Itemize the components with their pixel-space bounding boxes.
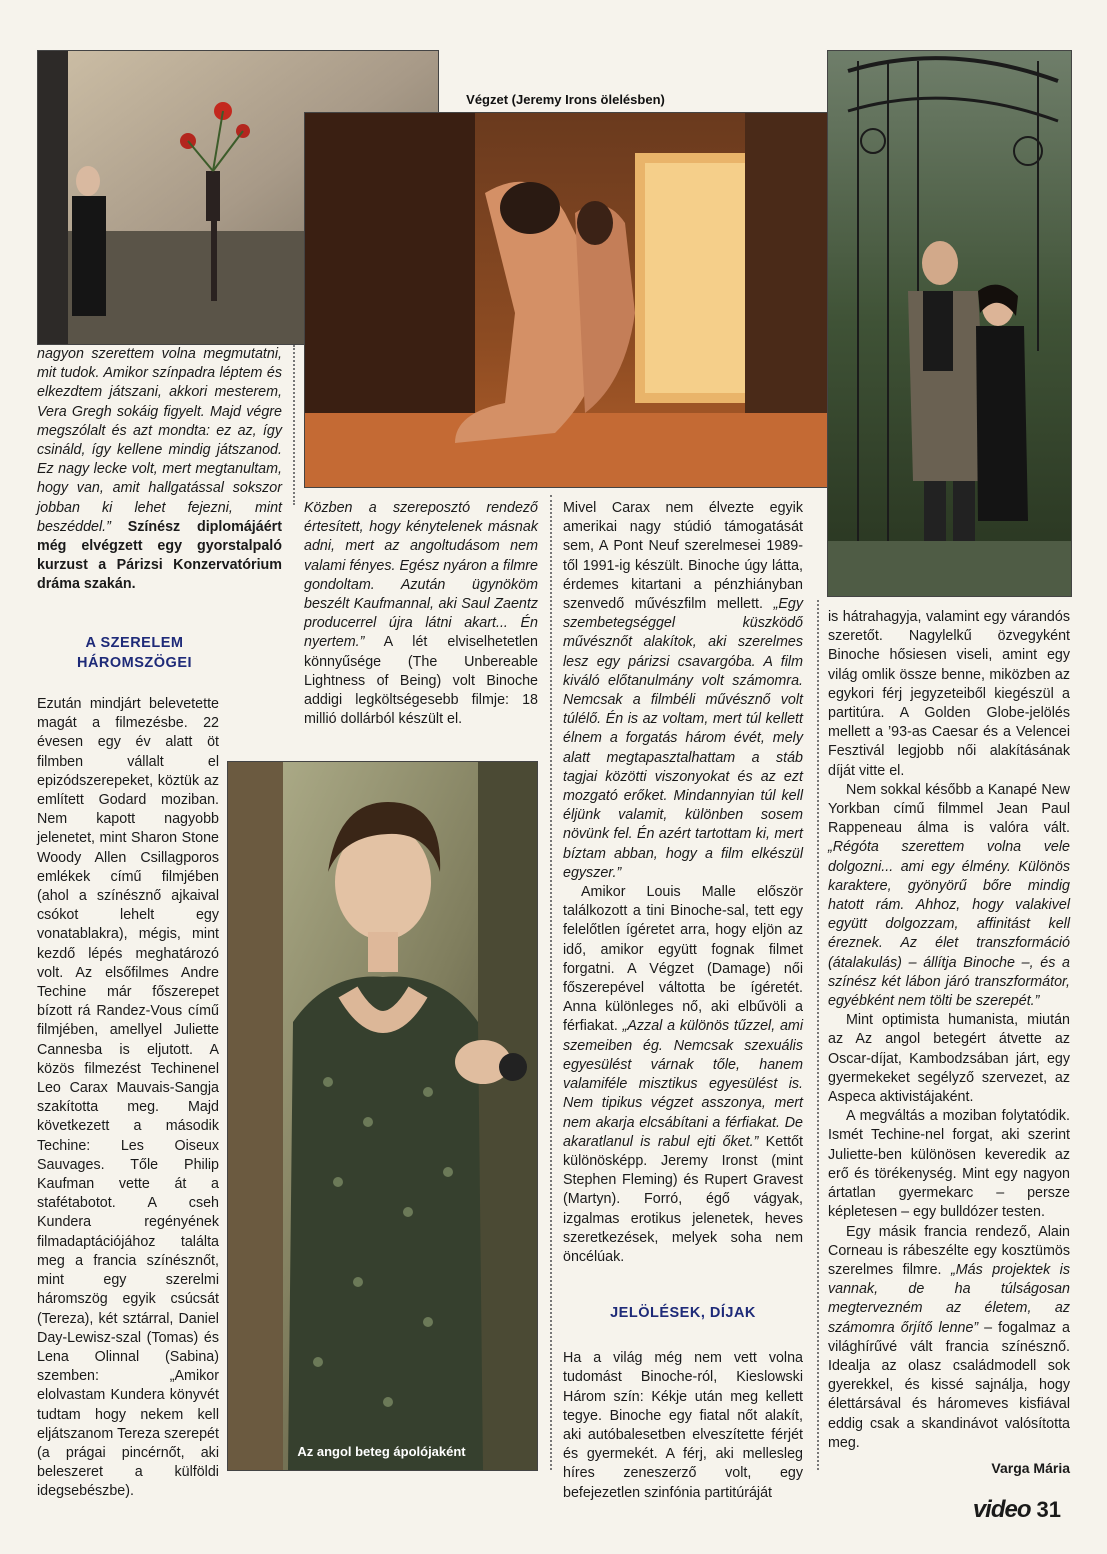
photo-damage-scene (304, 112, 829, 488)
author-byline: Varga Mária (991, 1459, 1070, 1476)
body-paragraph (828, 1223, 1070, 1453)
body-paragraph: Ezután mindjárt belevetette magát a filmezésbe. 22 évesen egy év alatt öt filmben vállalt el epizódszerepeket, köztük az említett Godard moziban. Nem kapott nagyobb jelenetet, mint Sharon Stone Woody Allen Csillagporos emlékek című filmjében (ahol a színésznő ajkaival csókot lehelt egy vonatablakra), mégis, mint kezdő lépés meghatározó volt. Az elsőfilmes Andre Techine már főszerepet bízott rá Randez-Vous című filmjében, amellyel Juliette Cannesba is eljutott. A közös filmezést Techinenel Leo Carax Mauvais-Sangja szakította meg. Majd következett a második Techine: Les Oiseux Sauvages. Tőle Philip Kaufman vette át a stafétabotot. A cseh Kundera regényének filmadaptációjához találta meg a francia színésznőt, mint egy szerelmi háromszög egyik csúcsát (Tereza), két sztárral, Daniel Day-Lewisz-szal (Tomas) és Lena Olinnal (Sabina) szemben: „Amikor elolvastam Kundera könyvét tudtam hogy nekem kell eljátszanom Tereza szerepét (a prágai pincérnőt, aki beleszeret a külföldi idegsebészbe). (37, 696, 219, 1500)
photo-garden-couple (827, 50, 1072, 597)
body-paragraph: Ha a világ még nem vett volna tudomást Binoche-ról, Kieslowski Három szín: Kékje után meg kellett tegye. Binoche egy fiatal nőt alakít, aki autóbalesetben elveszítette férjét és gyermekét. A férj, aki mellesleg híres zeneszerző volt, egy befejezetlen szinfónia partitúráját (563, 1350, 803, 1501)
page-folio (973, 1496, 1061, 1524)
body-text: – fogalmaz a világhírűvé vált francia színésznő. Idealja az olasz családmodell sok gyerekkel, és kissé sajnálja, hogy élettársával és háromeves kisfiával eddig csak a skandinávot valósította meg. (828, 1319, 1070, 1451)
body-paragraph (563, 499, 803, 883)
body-paragraph (304, 499, 538, 729)
column-divider (817, 600, 819, 1470)
body-paragraph (37, 345, 282, 595)
text-column-1-lower (37, 633, 219, 1502)
body-text: Mivel Carax nem élvezte egyik amerikai nagy stúdió támogatását sem, A Pont Neuf szerelmesei 1989-től 1991-ig készült. Binoche úgy látta, érdemes kitartani a pénzhiányban szenvedő művészfilm mellett. (563, 500, 803, 613)
quote-text: nagyon szerettem volna megmutatni, mit tudok. Amikor színpadra léptem és elkezdtem játszani, akkori mesterem, Vera Gregh sokáig figyelt. Majd végre megszólalt és azt mondta: ez az, így csináld, így kellene mindig játszanod. Ez nagy lecke volt, mert megtanultam, hogy van, amit hallgatással sokszor jobban ki lehet fejezni, mint beszéddel.” (37, 346, 282, 535)
text-column-4 (828, 608, 1070, 1478)
text-column-2 (304, 499, 538, 729)
section-heading-nominations: JELÖLÉSEK, DÍJAK (610, 1305, 756, 1322)
column-divider (550, 495, 552, 1470)
body-text: Kettőt különösképp. Jeremy Ironst (mint Stephen Fleming) és Rupert Gravest (Martyn). Forró, égő vágyak, izgalmas erotikus jelenetek, heves szeretkezések, melyek soha nem öncélúak. (563, 1133, 804, 1265)
page-number: 31 (1036, 1497, 1061, 1522)
quote-text: „Régóta szerettem volna vele dolgozni... ami egy élmény. Különös karaktere, gyönyörű bőre mindig hatott rám. Ahhoz, hogy valakivel együtt dolgozzam, affinitást kell éreznek. Az élet transzformáció (átalakulás) – állítja Binoche –, és a színész két lábon járó transzformátor, egyébként nem tölti be szerepét.” (828, 839, 1070, 1010)
body-paragraph: is hátrahagyja, valamint egy várandós szeretőt. Nagylelkű özvegyként Binoche hősiesen viseli, amint egy világ omlik össze benne, miközben az egykori férj jegyzeteiből kiegészül a partitúra. A Golden Globe-jelölés mellett a ’93-as Caesar és a Velencei Fesztivál legjobb női alakításának díját vitte el. (828, 609, 1070, 779)
text-column-3 (563, 499, 803, 1503)
quote-text: „Azzal a különös tűzzel, ami szemeiben ég. Nemcsak szexuális egyesülést várnak tőle, hanem valamiféle misztikus egyesülést is. Nem tipikus végzet asszonya, mert nem akarja elcsábítani a férfiakat. De akaratlanul is rabul ejti őket.” (563, 1018, 803, 1150)
emphasis-text: Színész diplomájáért még elvégzett egy gyorstalpaló kurzust a Párizsi Konzervatórium dráma szakán. (37, 518, 282, 593)
quote-text: Közben a szereposztó rendező értesített, hogy kénytelenek másnak adni, mert az angoltudásom nem valami fényes. Egész nyáron a filmre gondoltam. Azután ügynököm beszélt Kaufmannal, aki Saul Zaentz producerrel újra látni akart... Én nyertem.” (304, 500, 538, 651)
body-paragraph (563, 883, 803, 1267)
body-text: Nem sokkal később a Kanapé New Yorkban című filmmel Jean Paul Rappeneau álma is valóra vált. (828, 781, 1070, 837)
photo-english-patient-nurse (227, 761, 538, 1471)
quote-text: „Más projektek is vannak, de ha túlságosan megtervezném az életem, az számomra őrjítő lenne” (828, 1261, 1070, 1336)
quote-text: „Egy szembetegséggel küszködő művésznőt alakítok, aki szerelmes lesz egy párizsi csavargóba. A film kiváló előtanulmány volt számomra. Nemcsak a filmbéli művésznő volt túlélő. Én is az voltam, mert túl kellett élnem a forgatás három évét, mely alatt megtapasztalhattam a stáb tagjai közötti viszonyokat és az ezt mozgató erőket. Mindannyian túl kell éljünk valamit, különben sosem növünk fel. Én azért tartottam ki, mert bíztam abban, hogy a film elkészül egyszer.” (563, 596, 804, 881)
body-paragraph: Mint optimista humanista, miután az Az angol betegért átvette az Oscar-díjat, Kambodzsában járt, egy gyermekeket segélyző szervezet, az Aspeca aktivistájaként. (828, 1012, 1070, 1106)
body-paragraph (828, 781, 1070, 1011)
body-text: Amikor Louis Malle először találkozott a tini Binoche-sal, tett egy felelőtlen ígéretet arra, hogy eljön az idő, amikor együtt fognak filmet forgatni. A Végzet (Damage) női főszerepével váltotta be ígéretét. Anna különleges nő, aki elbűvöli a férfiakat. (563, 884, 803, 1035)
column-divider (293, 345, 295, 505)
body-text: Egy másik francia rendező, Alain Corneau is rábeszélte egy kosztümös szerelmes filmre. (828, 1223, 1070, 1278)
photo-caption-damage: Végzet (Jeremy Irons ölelésben) (466, 92, 665, 107)
body-paragraph: A megváltás a moziban folytatódik. Ismét Techine-nel forgat, aki szerint Juliette-ben különösen keveredik az erő és törékenység. Mint egy nagyon ártatlan gyermekarc – persze képletesen – egy bulldózer testen. (828, 1108, 1070, 1221)
text-column-1 (37, 345, 282, 595)
section-heading-love-triangles: A SZERELEM HÁROMSZÖGEI (76, 635, 193, 671)
photo-caption-patient: Az angol beteg ápolójaként (297, 1444, 466, 1459)
magazine-logo: video (972, 1496, 1031, 1523)
body-text: A lét elviselhetetlen könnyűsége (The Unbereable Lightness of Being) volt Binoche addigi legköltségesebb filmje: 18 millió dollárból készült el. (304, 634, 538, 728)
